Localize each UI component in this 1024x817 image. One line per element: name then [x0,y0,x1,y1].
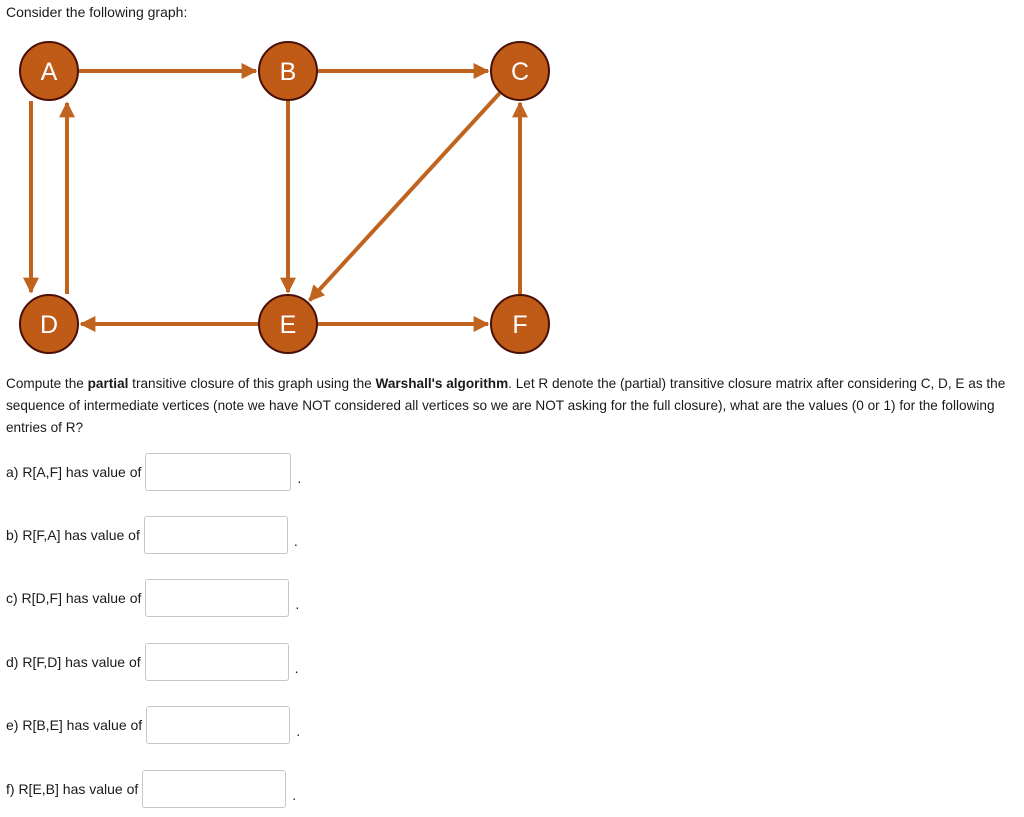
node-label: F [512,311,528,339]
prompt-text-2: transitive closure of this graph using the [128,376,376,391]
question-label: e) R[B,E] has value of [6,717,143,733]
question-suffix: . [292,787,297,803]
edge-c-to-e [310,93,500,300]
question-suffix: . [296,723,301,739]
question-f [6,769,296,809]
node-label: D [39,311,59,339]
prompt-text-3: . Let R denote the (partial) transitive closure matrix after considering C, D, E as the sequence of intermediate vertices (note we have NOT considered all vertices so we are NOT asking for the full closure), what are the values (0 or 1) for the following entries of R? [6,376,1006,435]
node-label: C [510,58,530,86]
answer-input-b[interactable] [144,516,288,554]
question-a [6,452,301,492]
node-label: A [40,58,58,86]
node-f [491,295,549,353]
nodes-layer [20,42,549,353]
question-label: f) R[E,B] has value of [6,781,139,797]
question-e [6,705,300,745]
prompt-bold-algorithm: Warshall's algorithm [375,376,509,391]
node-e [259,295,317,353]
question-d [6,642,299,682]
question-suffix: . [294,660,299,676]
question-suffix: . [297,470,302,486]
answer-input-a[interactable] [145,453,291,491]
node-b [259,42,317,100]
prompt-text-1: Compute the [6,376,88,391]
intro-text: Consider the following graph: [6,4,188,20]
question-prompt [6,373,1024,439]
prompt-bold-partial: partial [87,376,129,391]
question-c [6,578,299,618]
question-suffix: . [295,596,300,612]
node-c [491,42,549,100]
question-suffix: . [293,533,298,549]
question-label: b) R[F,A] has value of [6,527,140,543]
question-b [6,515,298,555]
node-a [20,42,78,100]
node-label: E [279,311,297,339]
answer-input-e[interactable] [146,706,290,744]
node-d [20,295,78,353]
edges-layer [31,71,520,324]
answer-input-c[interactable] [145,579,289,617]
question-label: a) R[A,F] has value of [6,464,142,480]
question-label: d) R[F,D] has value of [6,654,141,670]
directed-graph [0,0,1024,365]
question-label: c) R[D,F] has value of [6,590,142,606]
answer-input-d[interactable] [145,643,289,681]
node-label: B [279,58,297,86]
answer-input-f[interactable] [142,770,286,808]
